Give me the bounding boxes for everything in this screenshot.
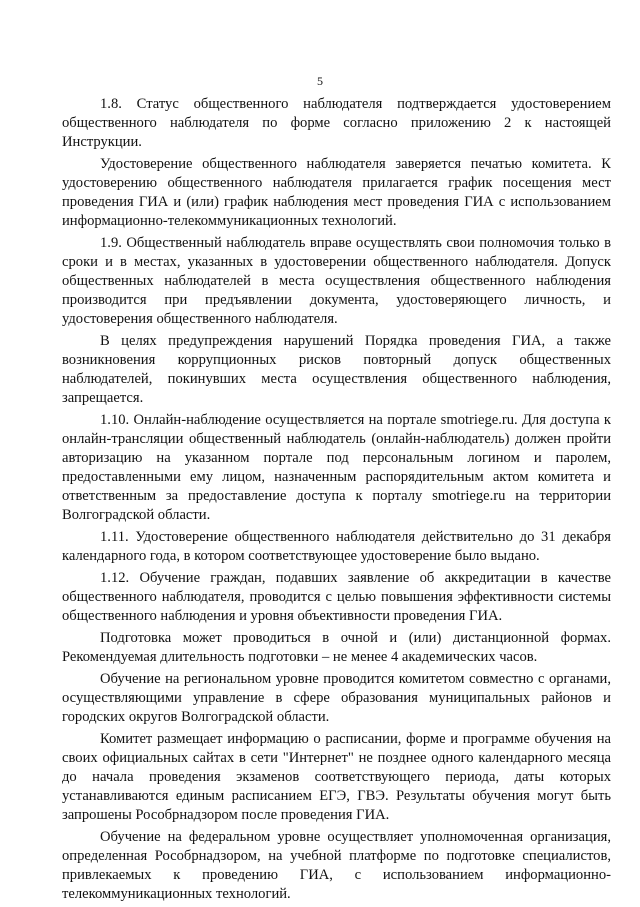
paragraph-1-11: 1.11. Удостоверение общественного наблюдателя действительно до 31 декабря календарного года, в котором соответствующее удостоверение было выдано. <box>62 529 611 564</box>
paragraph-federal-training: Обучение на федеральном уровне осуществляет уполномоченная организация, определенная Рособрнадзором, на учебной платформе по подготовке специалистов, привлекаемых к проведению ГИА, с использованием информационно-телекоммуникационных технологий. <box>62 829 611 902</box>
paragraph-regional-training: Обучение на региональном уровне проводится комитетом совместно с органами, осуществляющими управление в сфере образования муниципальных районов и городских округов Волгоградской области. <box>62 671 611 725</box>
page-number: 5 <box>317 74 323 88</box>
paragraph-1-9: 1.9. Общественный наблюдатель вправе осуществлять свои полномочия только в сроки и в местах, указанных в удостоверении общественного наблюдателя. Допуск общественных наблюдателей в места осуществления общественного наблюдения производится при предъявлении документа, удостоверяющего личность, и удостоверения общественного наблюдателя. <box>62 235 611 327</box>
paragraph-training-format: Подготовка может проводиться в очной и (или) дистанционной формах. Рекомендуемая длительность подготовки – не менее 4 академических часов. <box>62 630 611 665</box>
document-body <box>62 95 611 907</box>
paragraph-training-schedule: Комитет размещает информацию о расписании, форме и программе обучения на своих официальных сайтах в сети "Интернет" не позднее одного календарного месяца до начала проведения экзаменов соответствующего периода, даты которых устанавливаются единым расписанием ЕГЭ, ГВЭ. Результаты обучения могут быть запрошены Рособрнадзором после проведения ГИА. <box>62 731 611 823</box>
paragraph-certificate-stamp: Удостоверение общественного наблюдателя заверяется печатью комитета. К удостоверению общественного наблюдателя прилагается график посещения мест проведения ГИА и (или) график наблюдения мест проведения ГИА с использованием информационно-телекоммуникационных технологий. <box>62 156 611 229</box>
paragraph-1-10: 1.10. Онлайн-наблюдение осуществляется на портале smotriege.ru. Для доступа к онлайн-трансляции общественный наблюдатель (онлайн-наблюдатель) должен пройти авторизацию на указанном портале под персональным логином и паролем, предоставленными ему лицом, назначенным распорядительным актом комитета и ответственным за предоставление доступа к порталу smotriege.ru на территории Волгоградской области. <box>62 412 611 523</box>
paragraph-repeat-admission: В целях предупреждения нарушений Порядка проведения ГИА, а также возникновения коррупционных рисков повторный допуск общественных наблюдателей, покинувших места осуществления общественного наблюдения, запрещается. <box>62 333 611 406</box>
paragraph-1-8: 1.8. Статус общественного наблюдателя подтверждается удостоверением общественного наблюдателя по форме согласно приложению 2 к настоящей Инструкции. <box>62 96 611 150</box>
paragraph-1-12: 1.12. Обучение граждан, подавших заявление об аккредитации в качестве общественного наблюдателя, проводится с целью повышения эффективности системы общественного наблюдения и уровня объективности проведения ГИА. <box>62 570 611 624</box>
